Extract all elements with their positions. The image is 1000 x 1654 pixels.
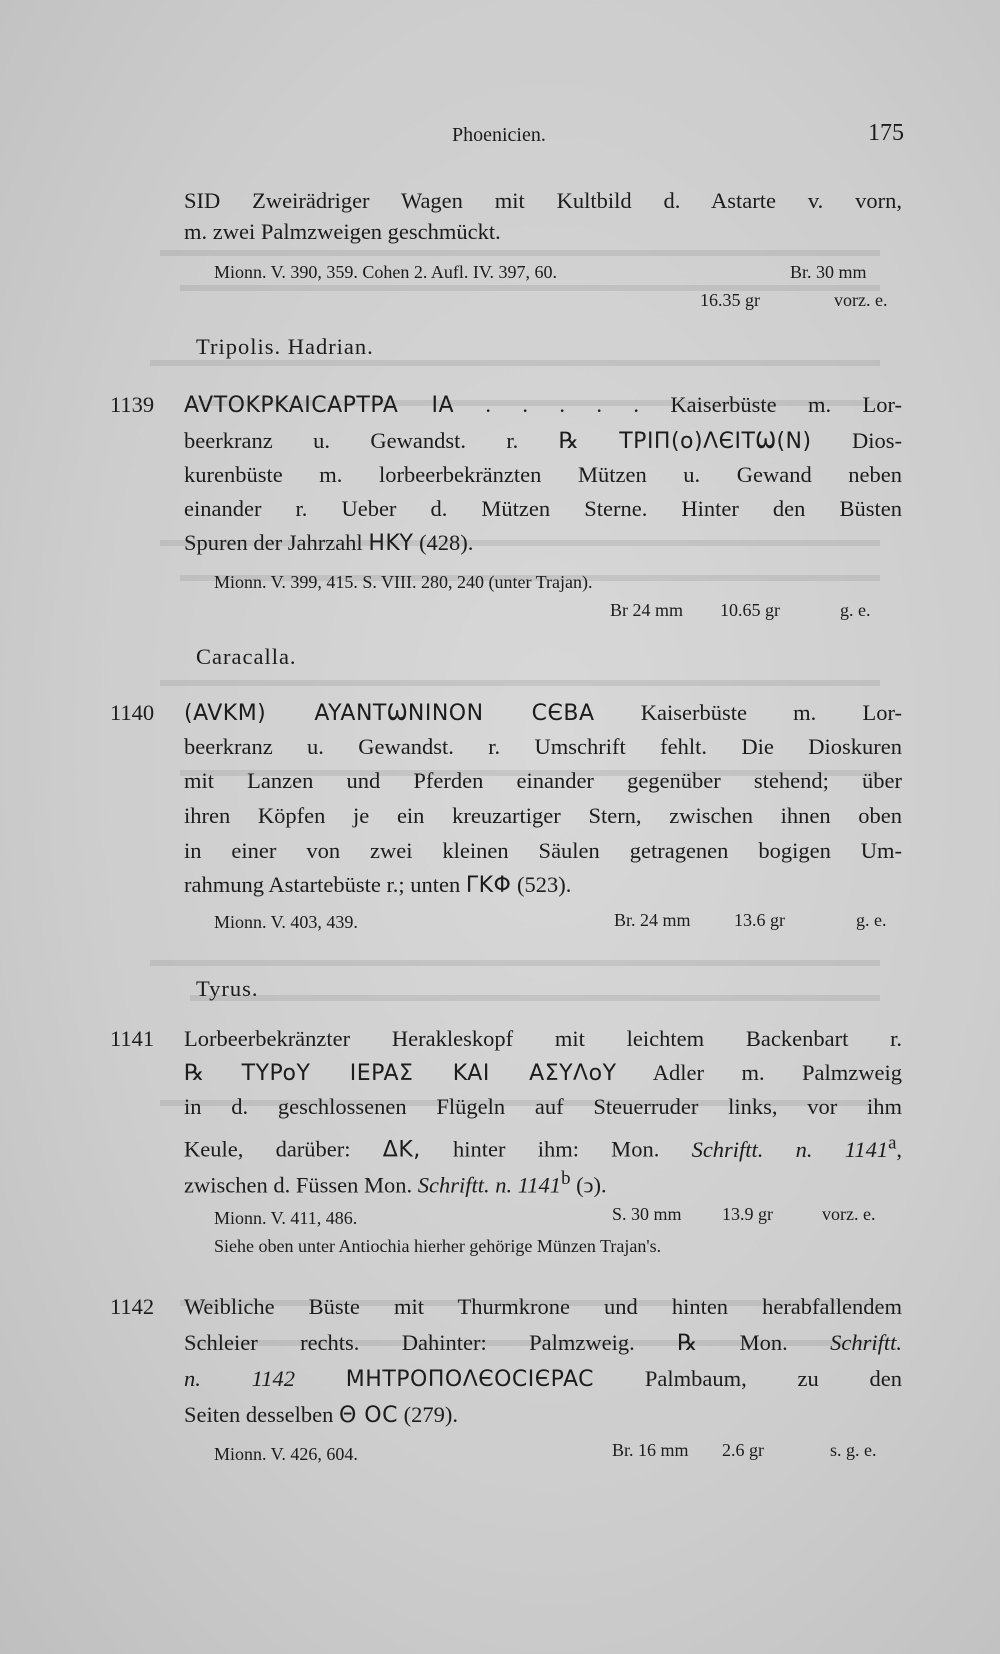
sid-weight: 16.35 gr	[700, 290, 760, 310]
entry-1141-line-2: ℞ TYPoY IEPAΣ KAI AΣYΛoY Adler m. Palmzweig	[184, 1060, 903, 1086]
entry-1141-line-4: Keule, darüber: ΔK, hinter ihm: Mon. Schriftt. n. 1141$^a$,	[184, 1132, 903, 1163]
entry-1142-weight: 2.6 gr	[722, 1440, 764, 1460]
entry-1142-size: Br. 16 mm	[612, 1440, 689, 1460]
entry-1141-size: S. 30 mm	[612, 1204, 682, 1224]
entry-1139-weight: 10.65 gr	[720, 600, 780, 620]
entry-1142-line-3: n. 1142 MHTPOΠOΛЄOCIЄPAC Palmbaum, zu den	[184, 1366, 902, 1392]
entry-1140-reference: Mionn. V. 403, 439.	[214, 912, 358, 932]
coin-legend: Θ OC	[338, 1403, 398, 1428]
entry-1140-line-5: in einer von zwei kleinen Säulen getragenen bogigen Um-	[184, 838, 902, 863]
entry-1141-weight: 13.9 gr	[722, 1204, 773, 1224]
sid-size: Br. 30 mm	[790, 262, 867, 282]
entry-1139-line-1: AVTOKPKAICAPTPA IA . . . . . Kaiserbüste m. Lor-	[184, 392, 903, 418]
sid-line-1: SID Zweirädriger Wagen mit Kultbild d. Astarte v. vorn,	[184, 188, 902, 213]
entry-1141-reference: Mionn. V. 411, 486.	[214, 1208, 358, 1228]
entry-number-1142: 1142	[110, 1294, 155, 1319]
coin-legend: TYPoY IEPAΣ KAI AΣYΛoY	[241, 1061, 617, 1086]
reverse-symbol: ℞	[677, 1330, 698, 1356]
entry-1141-grade: vorz. e.	[822, 1204, 876, 1224]
monogram-reference: n. 1142	[184, 1366, 295, 1391]
entry-1139-grade: g. e.	[840, 600, 871, 620]
entry-1141-line-5: zwischen d. Füssen Mon. Schriftt. n. 1141$^b$ (ↄ).	[184, 1168, 607, 1198]
coin-legend: TPIΠ(o)ΛЄITѠ(N)	[619, 429, 812, 454]
entry-1142-line-2: Schleier rechts. Dahinter: Palmzweig. ℞ Mon. Schriftt.	[184, 1330, 903, 1356]
monogram-reference: Schriftt.	[830, 1330, 903, 1355]
monogram-reference: Schriftt. n. 1141	[691, 1136, 889, 1162]
entry-1141-line-3: in d. geschlossenen Flügeln auf Steuerruder links, vor ihm	[184, 1094, 902, 1119]
entry-1142-line-4: Seiten desselben Θ OC (279).	[184, 1402, 458, 1428]
entry-1139-line-5: Spuren der Jahrzahl HKY (428).	[184, 530, 474, 556]
sid-line-2: m. zwei Palmzweigen geschmückt.	[184, 219, 501, 244]
section-heading-tyrus: Tyrus.	[196, 976, 259, 1001]
entry-1140-line-4: ihren Köpfen je ein kreuzartiger Stern, zwischen ihnen oben	[184, 803, 902, 828]
sid-grade: vorz. e.	[834, 290, 888, 310]
entry-1139-reference: Mionn. V. 399, 415. S. VIII. 280, 240 (unter Trajan).	[214, 572, 593, 592]
entry-1142-line-1: Weibliche Büste mit Thurmkrone und hinten herabfallendem	[184, 1294, 902, 1319]
page-number: 175	[868, 120, 904, 146]
entry-1140-weight: 13.6 gr	[734, 910, 785, 930]
coin-legend: (AVKM) AYANTѠNINON CЄBA	[184, 701, 595, 726]
entry-number-1140: 1140	[110, 700, 155, 725]
sid-reference: Mionn. V. 390, 359. Cohen 2. Aufl. IV. 397, 60.	[214, 262, 558, 282]
coin-legend: MHTPOΠOΛЄOCIЄPAC	[345, 1367, 595, 1392]
entry-1139-line-4: einander r. Ueber d. Mützen Sterne. Hinter den Büsten	[184, 496, 902, 521]
entry-1141-line-1: Lorbeerbekränzter Herakleskopf mit leichtem Backenbart r.	[184, 1026, 902, 1051]
section-heading-tripolis: Tripolis. Hadrian.	[196, 334, 374, 359]
coin-legend: AVTOKPKAICAPTPA IA	[184, 393, 455, 418]
entry-1140-line-2: beerkranz u. Gewandst. r. Umschrift fehlt. Die Dioskuren	[184, 734, 902, 759]
entry-1141-note: Siehe oben unter Antiochia hierher gehörige Münzen Trajan's.	[214, 1236, 662, 1256]
monogram-reference: Schriftt. n. 1141	[417, 1172, 562, 1198]
entry-1140-grade: g. e.	[856, 910, 887, 930]
entry-1139-line-2: beerkranz u. Gewandst. r. ℞ TPIΠ(o)ΛЄITѠ(N) Dios-	[184, 428, 903, 454]
coin-legend: ΔK,	[382, 1137, 421, 1163]
entry-1142-reference: Mionn. V. 426, 604.	[214, 1444, 358, 1464]
entry-1142-grade: s. g. e.	[830, 1440, 877, 1460]
entry-1140-line-3: mit Lanzen und Pferden einander gegenüber stehend; über	[184, 768, 902, 793]
reverse-symbol: ℞	[184, 1060, 205, 1086]
entry-number-1141: 1141	[110, 1026, 155, 1051]
entry-1140-line-6: rahmung Astartebüste r.; unten ΓKΦ (523).	[184, 872, 572, 898]
entry-1140-line-1: (AVKM) AYANTѠNINON CЄBA Kaiserbüste m. Lor-	[184, 700, 902, 726]
entry-number-1139: 1139	[110, 392, 155, 417]
reverse-symbol: ℞	[558, 428, 579, 454]
coin-legend: ΓKΦ	[465, 873, 512, 898]
entry-1140-size: Br. 24 mm	[614, 910, 691, 930]
entry-1139-size: Br 24 mm	[610, 600, 684, 620]
entry-1139-line-3: kurenbüste m. lorbeerbekränzten Mützen u. Gewand neben	[184, 462, 902, 487]
running-head: Phoenicien.	[452, 124, 546, 146]
coin-legend: HKY	[368, 531, 414, 556]
section-heading-caracalla: Caracalla.	[196, 644, 297, 669]
